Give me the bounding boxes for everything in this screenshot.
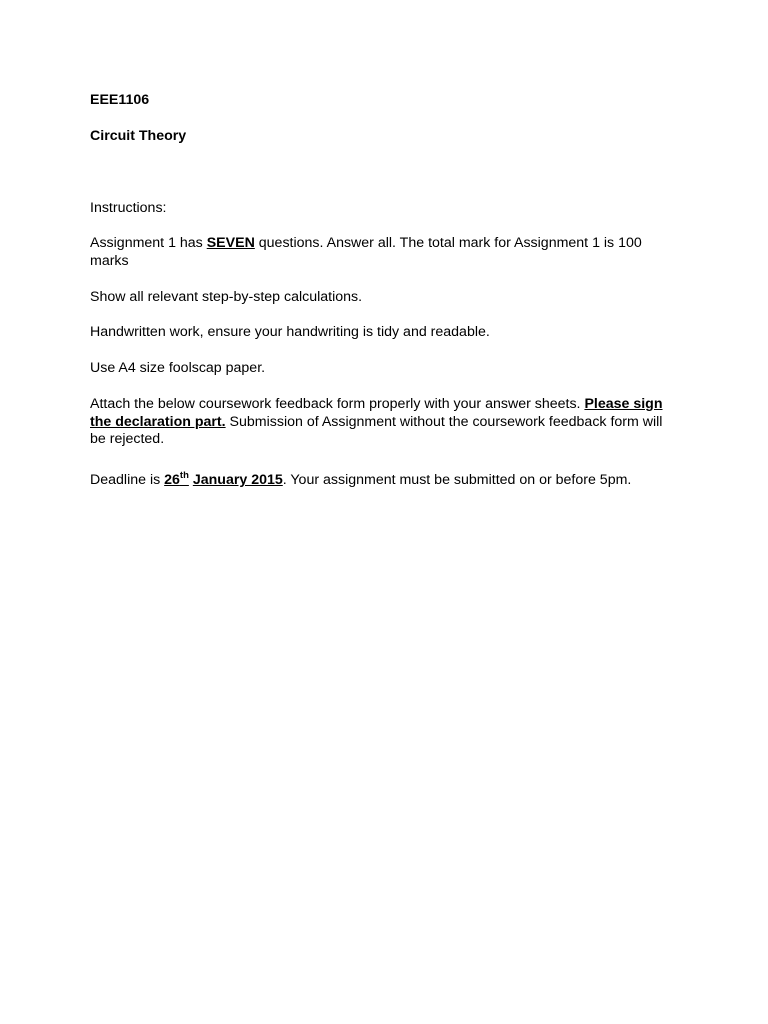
sign-declaration-emphasis: Please sign the declaration part. [90, 396, 663, 430]
assignment-text-after: questions. Answer all. The total mark for Assignment 1 is 100 marks [90, 235, 642, 269]
deadline-day-number: 26 [164, 472, 180, 488]
show-calculations-paragraph: Show all relevant step-by-step calculations. [90, 289, 363, 305]
attach-paragraph [90, 396, 680, 449]
assignment-paragraph [90, 235, 680, 270]
deadline-paragraph [90, 472, 680, 490]
deadline-month-year: January 2015 [192, 472, 283, 488]
document-body [90, 92, 680, 488]
deadline-day-suffix: th [179, 470, 189, 481]
attach-text-before: Attach the below coursework feedback form properly with your answer sheets. [90, 396, 585, 412]
deadline-day [164, 472, 189, 488]
handwritten-paragraph: Handwritten work, ensure your handwriting is tidy and readable. [90, 324, 490, 340]
assignment-text-before: Assignment 1 has [90, 235, 207, 251]
course-code: EEE1106 [90, 92, 150, 108]
attach-text-after: Submission of Assignment without the coursework feedback form will be rejected. [90, 413, 663, 447]
instructions-heading: Instructions: [90, 200, 167, 216]
deadline-text-after: . Your assignment must be submitted on or before 5pm. [282, 472, 632, 488]
course-title: Circuit Theory [90, 128, 187, 144]
deadline-text-before: Deadline is [90, 472, 165, 488]
assignment-question-count: SEVEN [206, 235, 255, 251]
paper-paragraph: Use A4 size foolscap paper. [90, 360, 266, 376]
